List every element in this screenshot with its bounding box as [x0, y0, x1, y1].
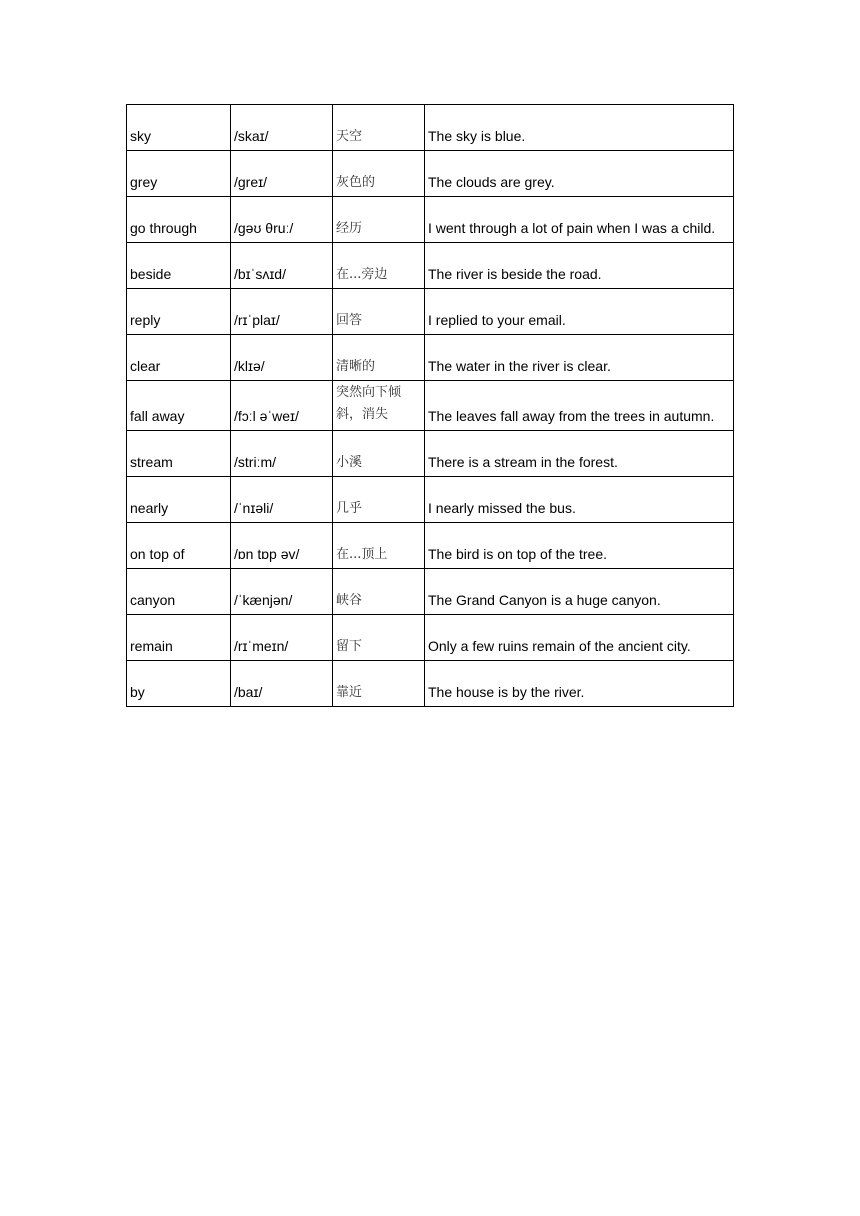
word-cell: grey	[127, 151, 231, 197]
table-row	[127, 243, 734, 289]
pronunciation-cell: /ˈnɪəli/	[231, 477, 333, 523]
pronunciation-cell: /ɡreɪ/	[231, 151, 333, 197]
table-row	[127, 151, 734, 197]
pronunciation-cell: /klɪə/	[231, 335, 333, 381]
pronunciation-cell: /baɪ/	[231, 661, 333, 707]
example-cell: I nearly missed the bus.	[425, 477, 734, 523]
vocabulary-table	[126, 104, 734, 707]
example-cell: Only a few ruins remain of the ancient city.	[425, 615, 734, 661]
example-cell: The water in the river is clear.	[425, 335, 734, 381]
word-cell: on top of	[127, 523, 231, 569]
word-cell: go through	[127, 197, 231, 243]
pronunciation-cell: /fɔːl əˈweɪ/	[231, 381, 333, 431]
pronunciation-cell: /ˈkænjən/	[231, 569, 333, 615]
pronunciation-cell: /skaɪ/	[231, 105, 333, 151]
example-cell: The clouds are grey.	[425, 151, 734, 197]
word-cell: remain	[127, 615, 231, 661]
pronunciation-cell: /bɪˈsʌɪd/	[231, 243, 333, 289]
meaning-cell: 经历	[333, 197, 425, 243]
word-cell: by	[127, 661, 231, 707]
word-cell: canyon	[127, 569, 231, 615]
table-row	[127, 335, 734, 381]
example-cell: The sky is blue.	[425, 105, 734, 151]
pronunciation-cell: /rɪˈmeɪn/	[231, 615, 333, 661]
table-row	[127, 615, 734, 661]
table-row	[127, 477, 734, 523]
word-cell: fall away	[127, 381, 231, 431]
table-row	[127, 523, 734, 569]
meaning-cell: 灰色的	[333, 151, 425, 197]
example-cell: The river is beside the road.	[425, 243, 734, 289]
meaning-cell: 在...旁边	[333, 243, 425, 289]
meaning-cell: 清晰的	[333, 335, 425, 381]
word-cell: reply	[127, 289, 231, 335]
pronunciation-cell: /ɒn tɒp əv/	[231, 523, 333, 569]
table-row	[127, 105, 734, 151]
meaning-cell: 留下	[333, 615, 425, 661]
pronunciation-cell: /striːm/	[231, 431, 333, 477]
meaning-cell: 天空	[333, 105, 425, 151]
meaning-cell: 峡谷	[333, 569, 425, 615]
table-row	[127, 569, 734, 615]
example-cell: There is a stream in the forest.	[425, 431, 734, 477]
meaning-cell: 靠近	[333, 661, 425, 707]
example-cell: The leaves fall away from the trees in autumn.	[425, 381, 734, 431]
word-cell: sky	[127, 105, 231, 151]
word-cell: clear	[127, 335, 231, 381]
meaning-cell: 突然向下倾斜，消失	[333, 381, 425, 431]
meaning-cell: 几乎	[333, 477, 425, 523]
meaning-cell: 回答	[333, 289, 425, 335]
example-cell: I went through a lot of pain when I was a child.	[425, 197, 734, 243]
example-cell: I replied to your email.	[425, 289, 734, 335]
pronunciation-cell: /ɡəʊ θruː/	[231, 197, 333, 243]
table-row	[127, 381, 734, 431]
table-row	[127, 431, 734, 477]
example-cell: The house is by the river.	[425, 661, 734, 707]
meaning-cell: 小溪	[333, 431, 425, 477]
example-cell: The Grand Canyon is a huge canyon.	[425, 569, 734, 615]
pronunciation-cell: /rɪˈplaɪ/	[231, 289, 333, 335]
word-cell: nearly	[127, 477, 231, 523]
table-row	[127, 197, 734, 243]
word-cell: beside	[127, 243, 231, 289]
table-row	[127, 289, 734, 335]
meaning-cell: 在...顶上	[333, 523, 425, 569]
vocabulary-table-body	[127, 105, 734, 707]
table-row	[127, 661, 734, 707]
word-cell: stream	[127, 431, 231, 477]
example-cell: The bird is on top of the tree.	[425, 523, 734, 569]
